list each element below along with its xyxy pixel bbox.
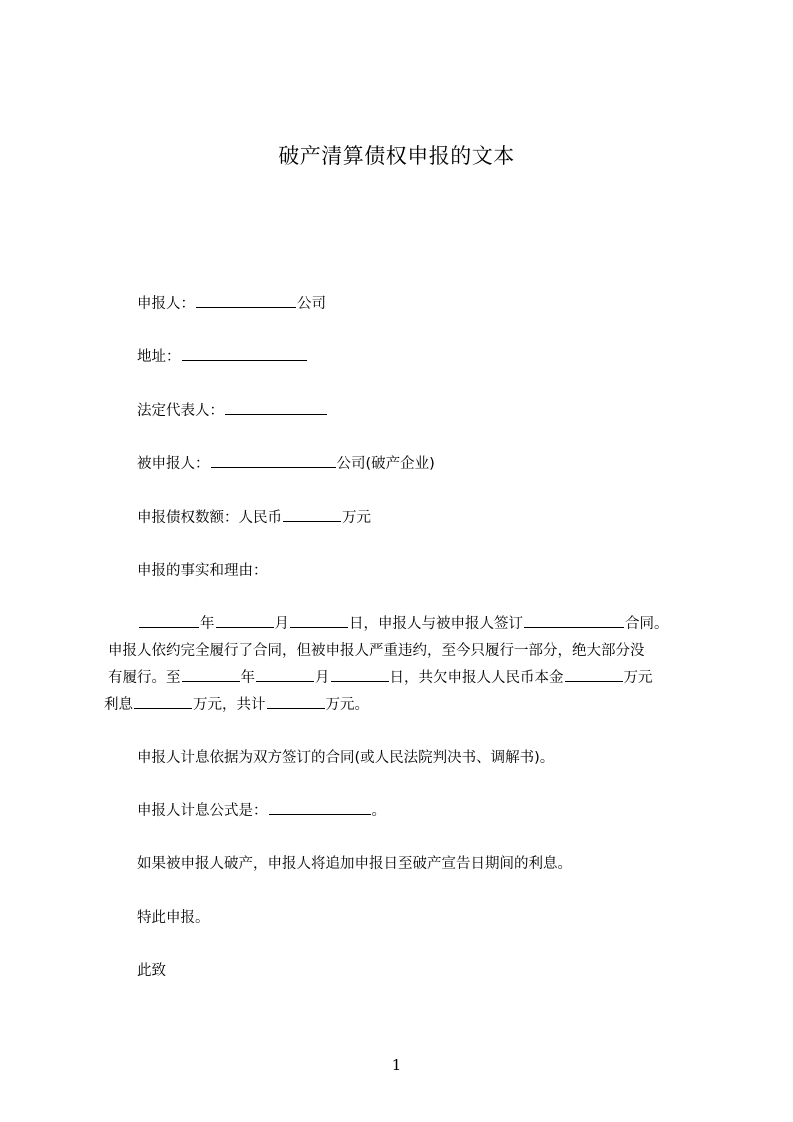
owed-day-blank[interactable] [331,667,389,682]
sign-month-blank[interactable] [216,613,274,628]
document-title: 破产清算债权申报的文本 [278,144,515,168]
line3-start-text: 有履行。至 [108,670,181,686]
contract-end-text: 合同。 [625,616,669,632]
line4-end-text: 万元。 [325,697,369,713]
legal-rep-blank[interactable] [225,400,327,415]
line4-start-text: 利息 [104,697,133,713]
address-line [137,345,308,366]
facts-line-4 [104,693,369,714]
claim-amount-line [137,506,371,527]
year-text: 年 [200,616,215,632]
claim-amount-blank[interactable] [283,507,341,522]
facts-line-3 [108,666,653,687]
respondent-blank[interactable] [211,453,336,468]
legal-rep-label: 法定代表人： [137,403,224,419]
line3-day-text: 日，共欠申报人人民币本金 [389,670,564,686]
applicant-suffix: 公司 [297,296,326,312]
facts-line-2: 申报人依约完全履行了合同，但被申报人严重违约，至今只履行一部分，绝大部分没 [108,643,645,659]
applicant-blank[interactable] [196,293,296,308]
interest-formula-blank[interactable] [269,800,371,815]
principal-blank[interactable] [565,667,623,682]
page-number: 1 [391,1056,402,1074]
facts-paragraph [104,612,704,712]
closing-line: 此致 [137,963,166,979]
interest-formula-label: 申报人计息公式是： [137,803,268,819]
line3-end-text: 万元 [623,670,653,686]
owed-month-blank[interactable] [256,667,314,682]
bankruptcy-note-line: 如果被申报人破产，申报人将追加申报日至破产宣告日期间的利息。 [137,856,572,872]
month-text: 月 [274,616,289,632]
applicant-line [137,292,326,313]
hereby-line: 特此申报。 [137,910,210,926]
interest-formula-end: 。 [371,803,386,819]
interest-basis-line: 申报人计息依据为双方签订的合同(或人民法院判决书、调解书)。 [137,750,555,766]
facts-heading: 申报的事实和理由： [137,563,268,579]
sign-day-blank[interactable] [290,613,348,628]
interest-formula-line [137,799,386,820]
address-label: 地址： [137,349,181,365]
line3-year-text: 年 [240,670,255,686]
line3-month-text: 月 [315,670,330,686]
address-blank[interactable] [182,346,307,361]
claim-amount-label: 申报债权数额：人民币 [137,510,282,526]
respondent-suffix: 公司(破产企业) [336,456,435,472]
total-blank[interactable] [267,694,325,709]
line4-mid-text: 万元，共计 [193,697,266,713]
day-sign-text: 日，申报人与被申报人签订 [349,616,523,632]
facts-line-1 [138,612,669,633]
interest-blank[interactable] [134,694,192,709]
claim-amount-suffix: 万元 [342,510,371,526]
respondent-line [137,452,435,473]
legal-rep-line [137,399,328,420]
respondent-label: 被申报人： [137,456,210,472]
sign-year-blank[interactable] [139,613,199,628]
contract-name-blank[interactable] [524,613,624,628]
owed-year-blank[interactable] [182,667,240,682]
applicant-label: 申报人： [137,296,195,312]
